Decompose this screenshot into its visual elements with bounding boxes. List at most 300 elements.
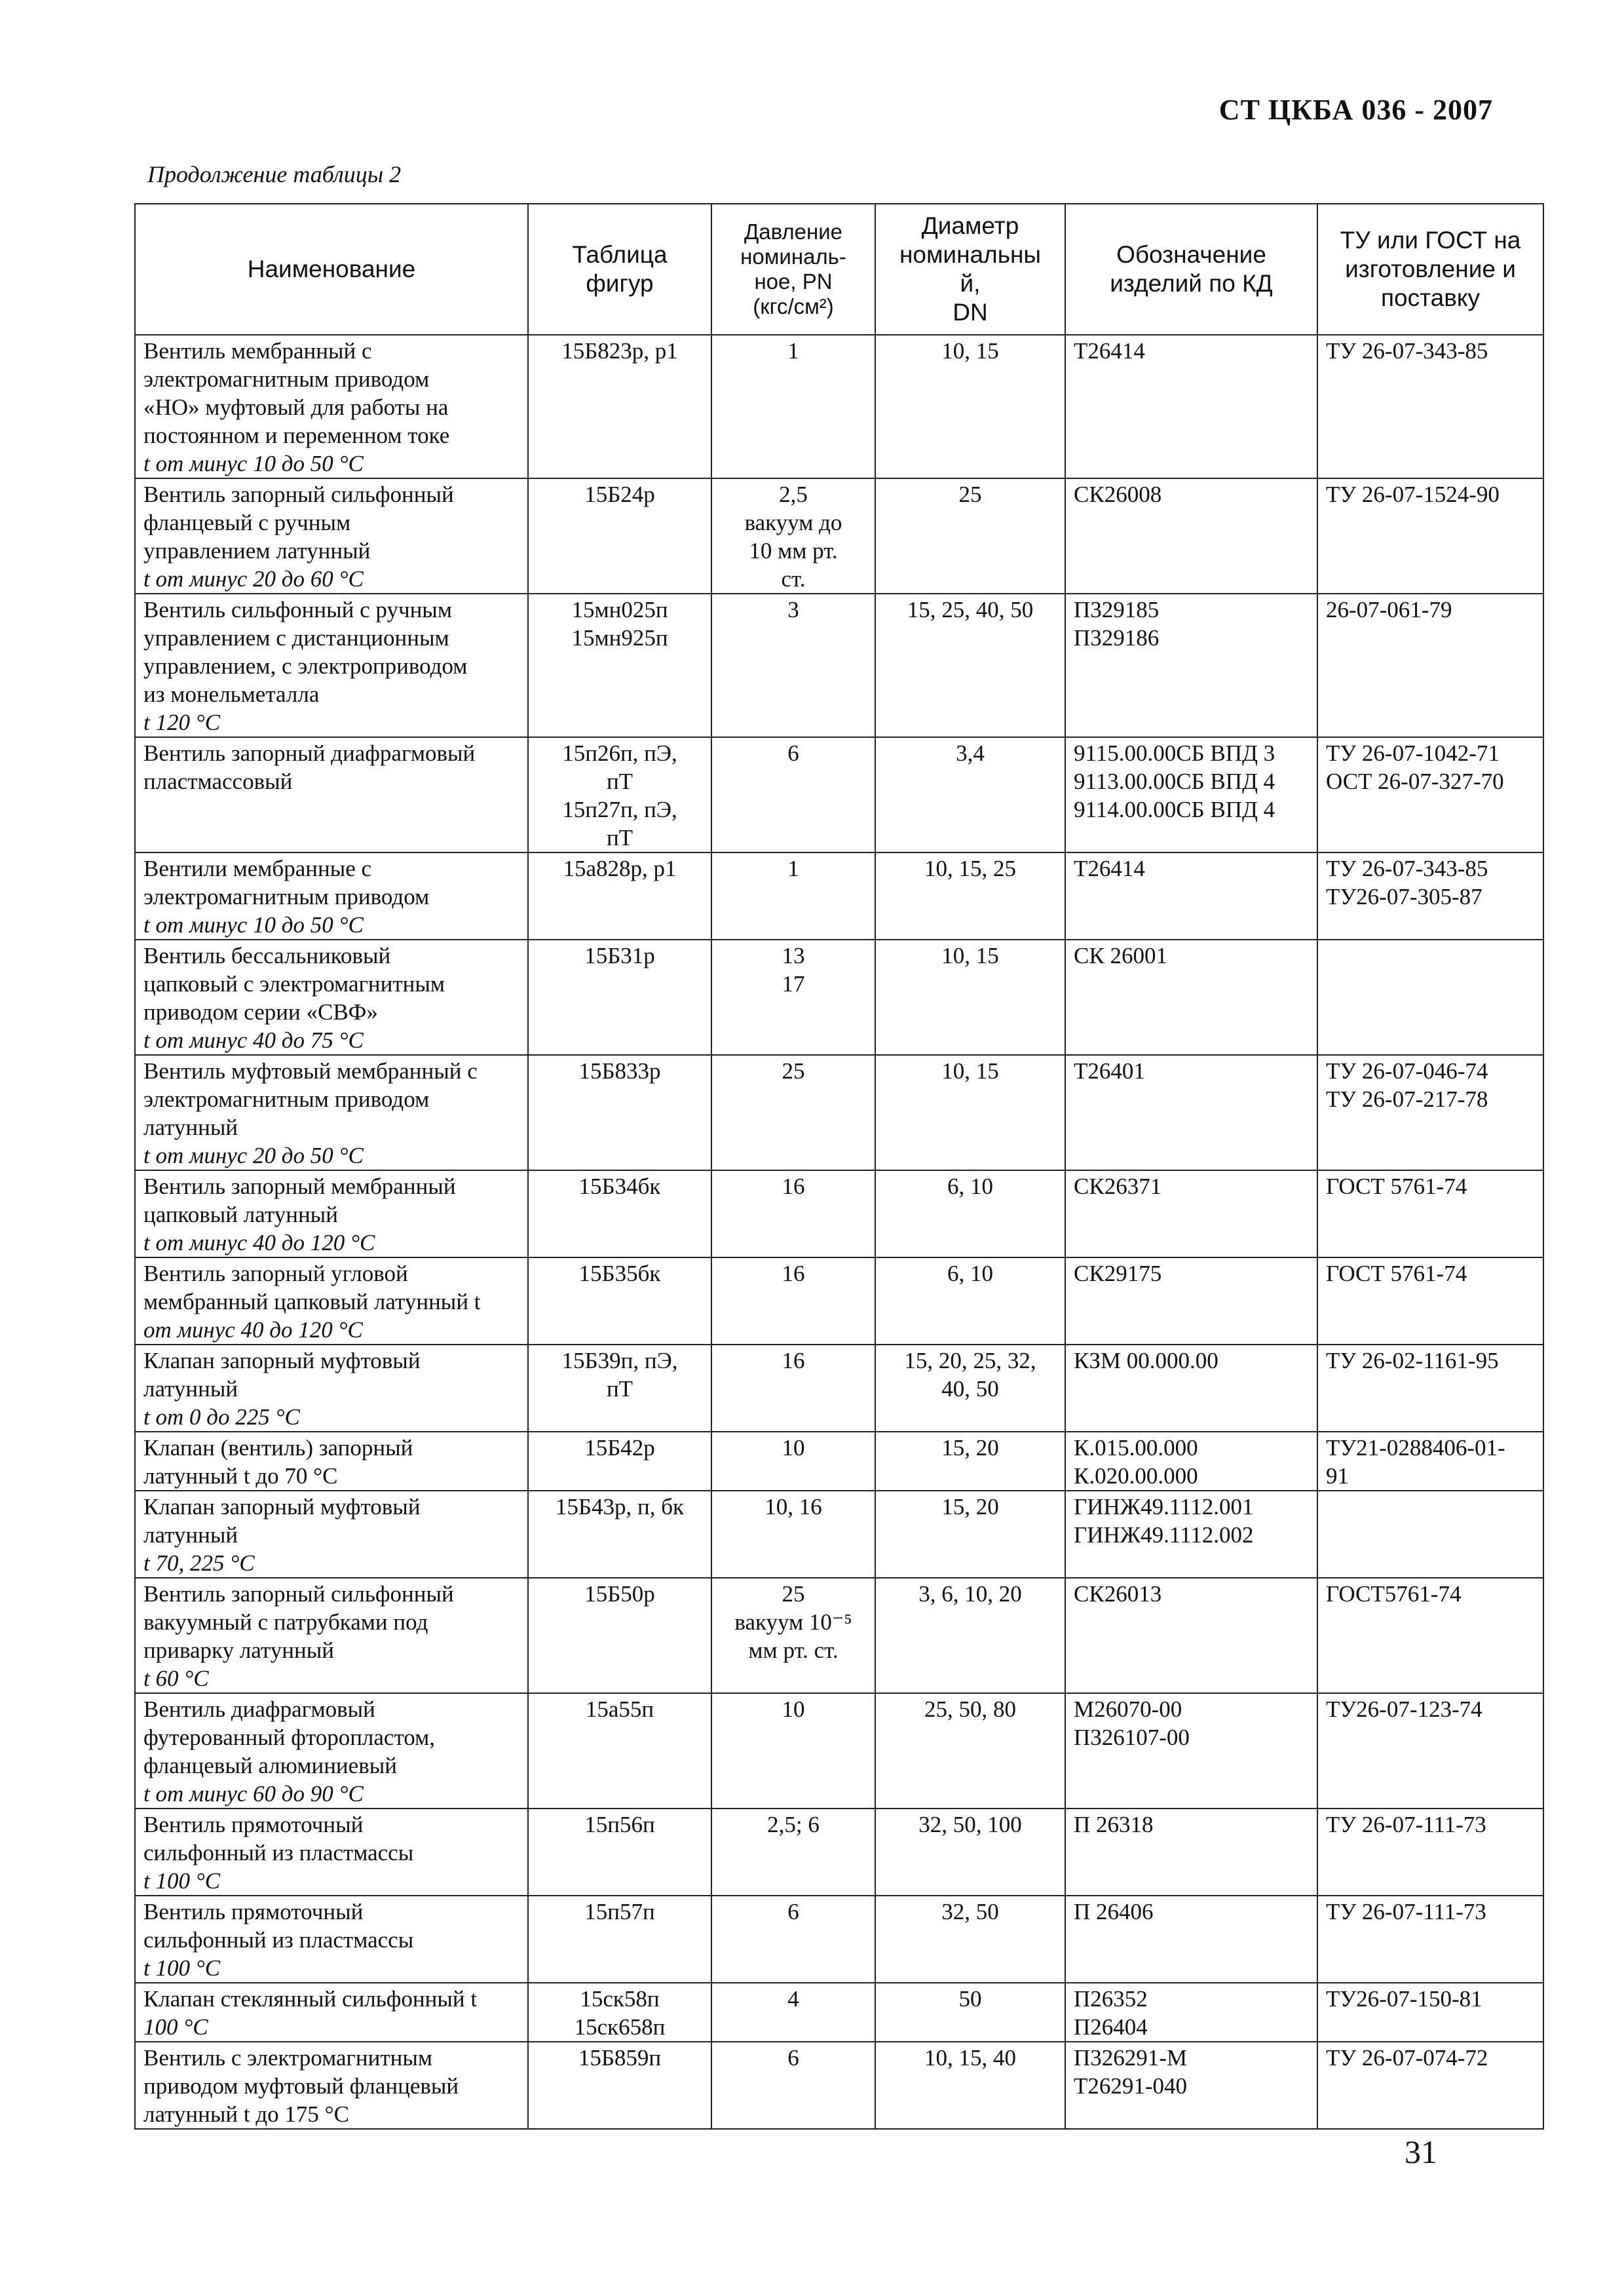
cell-name: [135, 1983, 528, 2042]
cell-standard: [1317, 1808, 1543, 1896]
cell-diameter: [875, 852, 1065, 940]
cell-figure-text: 15п27п, пЭ,: [562, 797, 677, 822]
cell-designation-text: ГИНЖ49.1112.002: [1074, 1522, 1254, 1548]
cell-name: [135, 1808, 528, 1896]
cell-pressure: [711, 1896, 875, 1983]
cell-figure: [528, 1808, 711, 1896]
cell-figure: [528, 335, 711, 478]
cell-name-text: футерованный фторопластом,: [143, 1725, 436, 1750]
cell-name: [135, 1345, 528, 1432]
cell-figure-text: 15ск58п: [580, 1986, 660, 2012]
cell-designation-text: П26352: [1074, 1986, 1148, 2012]
cell-standard-text: ТУ21-0288406-01-: [1326, 1435, 1505, 1461]
cell-standard: [1317, 1345, 1543, 1432]
cell-figure: [528, 478, 711, 594]
cell-standard-text: ТУ 26-07-046-74: [1326, 1058, 1488, 1084]
cell-standard-text: ГОСТ 5761-74: [1326, 1261, 1467, 1286]
cell-pressure: [711, 335, 875, 478]
cell-figure-text: 15Б34бк: [578, 1174, 661, 1199]
cell-name: [135, 1257, 528, 1345]
cell-pressure: [711, 1578, 875, 1693]
cell-name: [135, 2042, 528, 2129]
cell-name-text: сильфонный из пластмассы: [143, 1927, 414, 1953]
cell-name-text: Вентиль запорный диафрагмовый: [143, 740, 476, 766]
cell-diameter: [875, 737, 1065, 852]
cell-diameter-text: 10, 15: [941, 1058, 999, 1084]
cell-standard: [1317, 1170, 1543, 1257]
cell-standard-text: ТУ26-07-305-87: [1326, 884, 1482, 909]
cell-standard-text: ТУ26-07-123-74: [1326, 1696, 1482, 1722]
cell-standard: [1317, 1491, 1543, 1578]
cell-pressure-text: 25: [782, 1058, 805, 1084]
cell-name-text: электромагнитным приводом: [143, 1086, 430, 1112]
cell-name: [135, 1693, 528, 1808]
cell-name-text: цапковый латунный: [143, 1202, 338, 1227]
cell-standard-text: ТУ 26-07-074-72: [1326, 2045, 1488, 2071]
temperature-range: t 60 °С: [143, 1666, 209, 1691]
cell-standard-text: ГОСТ 5761-74: [1326, 1174, 1467, 1199]
cell-designation-text: СК 26001: [1074, 943, 1167, 968]
cell-pressure: [711, 1808, 875, 1896]
cell-designation: [1065, 940, 1317, 1055]
cell-name-text: цапковый с электромагнитным: [143, 971, 445, 997]
cell-name-text: Вентиль прямоточный: [143, 1812, 364, 1837]
cell-designation: [1065, 1693, 1317, 1808]
table-row: [135, 1578, 1543, 1693]
cell-figure-text: 15Б35бк: [578, 1261, 661, 1286]
cell-name-text: Вентиль муфтовый мембранный с: [143, 1058, 478, 1084]
cell-diameter: [875, 1808, 1065, 1896]
cell-diameter-text: 10, 15, 25: [924, 856, 1016, 881]
cell-pressure-text: 10, 16: [765, 1494, 822, 1520]
cell-figure-text: 15Б833р: [578, 1058, 661, 1084]
cell-standard-text: 26-07-061-79: [1326, 597, 1452, 622]
cell-pressure: [711, 852, 875, 940]
cell-figure-text: 15Б43р, п, бк: [555, 1494, 685, 1520]
cell-diameter-text: 10, 15: [941, 943, 999, 968]
cell-figure: [528, 2042, 711, 2129]
cell-diameter-text: 15, 20: [941, 1435, 999, 1461]
cell-diameter: [875, 594, 1065, 737]
cell-name: [135, 1491, 528, 1578]
table-row: [135, 1257, 1543, 1345]
cell-standard: [1317, 1432, 1543, 1491]
cell-pressure-text: вакуум до: [744, 510, 842, 535]
cell-diameter: [875, 1983, 1065, 2042]
cell-name: [135, 478, 528, 594]
cell-pressure: [711, 1432, 875, 1491]
cell-figure: [528, 1170, 711, 1257]
cell-diameter-text: 6, 10: [947, 1174, 993, 1199]
cell-designation-text: КЗМ 00.000.00: [1074, 1348, 1218, 1373]
cell-diameter: [875, 1345, 1065, 1432]
cell-standard: [1317, 1983, 1543, 2042]
cell-standard-text: ГОСТ5761-74: [1326, 1581, 1462, 1607]
cell-standard: [1317, 1257, 1543, 1345]
table-header-row: [135, 204, 1543, 335]
header-pressure: Давление номиналь- ное, PN (кгс/см²): [711, 204, 875, 335]
cell-standard-text: ОСТ 26-07-327-70: [1326, 769, 1504, 794]
cell-name-text: Вентиль запорный сильфонный: [143, 482, 454, 507]
cell-diameter-text: 25: [958, 482, 982, 507]
header-designation: Обозначение изделий по КД: [1065, 204, 1317, 335]
cell-designation-text: СК26008: [1074, 482, 1162, 507]
cell-name-text: Вентиль запорный сильфонный: [143, 1581, 454, 1607]
cell-name-text: управлением латунный: [143, 538, 371, 564]
cell-standard-text: ТУ26-07-150-81: [1326, 1986, 1482, 2012]
cell-pressure-text: 10: [782, 1696, 805, 1722]
cell-figure: [528, 940, 711, 1055]
temperature-range: t от минус 10 до 50 °С: [143, 451, 364, 476]
cell-designation: [1065, 1491, 1317, 1578]
cell-pressure-text: 2,5; 6: [767, 1812, 820, 1837]
cell-designation-text: Т26414: [1074, 338, 1145, 364]
cell-designation-text: СК26371: [1074, 1174, 1162, 1199]
cell-name-text: пластмассовый: [143, 769, 293, 794]
cell-figure-text: 15Б31р: [584, 943, 655, 968]
cell-name-text: «НО» муфтовый для работы на: [143, 394, 449, 420]
cell-diameter-text: 15, 20, 25, 32,: [904, 1348, 1036, 1373]
cell-name-text: Клапан (вентиль) запорный: [143, 1435, 413, 1461]
cell-diameter-text: 50: [958, 1986, 982, 2012]
cell-diameter: [875, 335, 1065, 478]
table-row: [135, 940, 1543, 1055]
temperature-range: t 100 °С: [143, 1868, 221, 1894]
table-row: [135, 2042, 1543, 2129]
cell-name-text: Вентиль запорный мембранный: [143, 1174, 456, 1199]
cell-figure: [528, 852, 711, 940]
cell-pressure: [711, 940, 875, 1055]
cell-pressure-text: 6: [787, 2045, 799, 2071]
header-figures: Таблица фигур: [528, 204, 711, 335]
cell-designation-text: 9113.00.00СБ ВПД 4: [1074, 769, 1275, 794]
cell-pressure-text: 16: [782, 1261, 805, 1286]
table-row: [135, 1345, 1543, 1432]
cell-designation-text: П26404: [1074, 2014, 1148, 2040]
cell-pressure-text: 16: [782, 1348, 805, 1373]
table-row: [135, 1983, 1543, 2042]
cell-figure-text: 15Б50р: [584, 1581, 655, 1607]
cell-standard: [1317, 940, 1543, 1055]
table-row: [135, 335, 1543, 478]
cell-name-text: постоянном и переменном токе: [143, 423, 450, 448]
cell-diameter-text: 25, 50, 80: [924, 1696, 1016, 1722]
cell-figure: [528, 1578, 711, 1693]
table-row: [135, 1693, 1543, 1808]
cell-standard: [1317, 1578, 1543, 1693]
cell-diameter-text: 6, 10: [947, 1261, 993, 1286]
cell-pressure: [711, 1257, 875, 1345]
cell-standard: [1317, 1896, 1543, 1983]
cell-diameter: [875, 1693, 1065, 1808]
cell-diameter: [875, 940, 1065, 1055]
cell-designation-text: ГИНЖ49.1112.001: [1074, 1494, 1254, 1520]
cell-figure-text: 15Б39п, пЭ,: [561, 1348, 678, 1373]
cell-standard-text: ТУ 26-07-1042-71: [1326, 740, 1500, 766]
cell-diameter: [875, 1491, 1065, 1578]
cell-designation: [1065, 2042, 1317, 2129]
cell-name-text: мембранный цапковый латунный t: [143, 1289, 481, 1314]
cell-pressure-text: 6: [787, 740, 799, 766]
cell-designation: [1065, 1170, 1317, 1257]
table-row: [135, 852, 1543, 940]
cell-name-text: Вентиль с электромагнитным: [143, 2045, 433, 2071]
cell-figure-text: 15Б823р, р1: [561, 338, 678, 364]
cell-name-text: Вентиль сильфонный с ручным: [143, 597, 452, 622]
cell-name: [135, 1896, 528, 1983]
cell-designation-text: Т26401: [1074, 1058, 1145, 1084]
cell-diameter: [875, 1170, 1065, 1257]
cell-name: [135, 852, 528, 940]
cell-name-text: Клапан запорный муфтовый: [143, 1348, 421, 1373]
cell-designation: [1065, 1257, 1317, 1345]
cell-designation-text: П329186: [1074, 625, 1160, 651]
temperature-range: t от минус 20 до 50 °С: [143, 1143, 364, 1168]
cell-standard: [1317, 2042, 1543, 2129]
cell-figure: [528, 1491, 711, 1578]
cell-designation-text: П 26406: [1074, 1899, 1154, 1924]
cell-figure: [528, 594, 711, 737]
cell-pressure-text: 4: [787, 1986, 799, 2012]
cell-pressure: [711, 1170, 875, 1257]
cell-name-text: латунный: [143, 1376, 238, 1402]
table-row: [135, 1808, 1543, 1896]
cell-figure: [528, 1983, 711, 2042]
cell-designation-text: П326291-М: [1074, 2045, 1188, 2071]
table-body: [135, 335, 1543, 2129]
cell-pressure-text: вакуум 10⁻⁵: [734, 1609, 852, 1635]
cell-designation: [1065, 1808, 1317, 1896]
table-row: [135, 1432, 1543, 1491]
cell-diameter: [875, 1432, 1065, 1491]
cell-name-text: Вентиль мембранный с: [143, 338, 372, 364]
cell-designation-text: М26070-00: [1074, 1696, 1182, 1722]
cell-designation: [1065, 1055, 1317, 1170]
cell-name-text: электромагнитным приводом: [143, 884, 430, 909]
cell-designation-text: 9115.00.00СБ ВПД 3: [1074, 740, 1275, 766]
temperature-range: t от минус 10 до 50 °С: [143, 912, 364, 938]
cell-standard-text: ТУ 26-02-1161-95: [1326, 1348, 1499, 1373]
cell-name-text: Клапан стеклянный сильфонный t: [143, 1986, 478, 2012]
cell-diameter: [875, 1055, 1065, 1170]
cell-pressure: [711, 1345, 875, 1432]
cell-figure: [528, 1257, 711, 1345]
cell-pressure-text: 6: [787, 1899, 799, 1924]
cell-figure: [528, 1432, 711, 1491]
cell-standard: [1317, 594, 1543, 737]
cell-name: [135, 1055, 528, 1170]
cell-figure-text: 15Б42р: [584, 1435, 655, 1461]
cell-pressure: [711, 1983, 875, 2042]
cell-name-text: Вентиль запорный угловой: [143, 1261, 408, 1286]
temperature-range: t от минус 40 до 75 °С: [143, 1027, 364, 1053]
table-row: [135, 594, 1543, 737]
cell-designation-text: К.015.00.000: [1074, 1435, 1198, 1461]
cell-diameter-text: 32, 50, 100: [918, 1812, 1022, 1837]
temperature-range: t 120 °С: [143, 710, 221, 735]
cell-diameter: [875, 1257, 1065, 1345]
cell-standard-text: ТУ 26-07-343-85: [1326, 338, 1488, 364]
valves-table: [134, 203, 1544, 2130]
cell-standard-text: ТУ 26-07-1524-90: [1326, 482, 1500, 507]
cell-figure-text: 15а828р, р1: [563, 856, 677, 881]
cell-name-text: фланцевый с ручным: [143, 510, 351, 535]
cell-figure-text: 15мн925п: [571, 625, 668, 651]
cell-designation-text: П329185: [1074, 597, 1160, 622]
cell-designation: [1065, 737, 1317, 852]
temperature-range: t от минус 60 до 90 °С: [143, 1781, 364, 1807]
cell-figure-text: 15ск658п: [574, 2014, 666, 2040]
cell-pressure-text: 10 мм рт.: [749, 538, 838, 564]
cell-figure: [528, 737, 711, 852]
cell-figure: [528, 1345, 711, 1432]
cell-pressure-text: 16: [782, 1174, 805, 1199]
cell-standard-text: ТУ 26-07-111-73: [1326, 1899, 1486, 1924]
cell-name-text: Вентиль прямоточный: [143, 1899, 364, 1924]
cell-name: [135, 1170, 528, 1257]
cell-designation-text: П 26318: [1074, 1812, 1154, 1837]
cell-name-text: фланцевый алюминиевый: [143, 1753, 397, 1778]
cell-pressure-text: 2,5: [779, 482, 808, 507]
header-standard: ТУ или ГОСТ на изготовление и поставку: [1317, 204, 1543, 335]
cell-designation: [1065, 335, 1317, 478]
cell-name-text: сильфонный из пластмассы: [143, 1840, 414, 1866]
cell-name: [135, 940, 528, 1055]
cell-diameter-text: 32, 50: [941, 1899, 999, 1924]
cell-name-text: Вентили мембранные с: [143, 856, 372, 881]
cell-standard-text: 91: [1326, 1463, 1349, 1489]
cell-name-text: вакуумный с патрубками под: [143, 1609, 428, 1635]
cell-standard-text: ТУ 26-07-111-73: [1326, 1812, 1486, 1837]
cell-designation: [1065, 594, 1317, 737]
cell-name-text: латунный: [143, 1115, 238, 1140]
cell-pressure: [711, 2042, 875, 2129]
cell-figure: [528, 1896, 711, 1983]
cell-standard: [1317, 852, 1543, 940]
cell-designation: [1065, 1983, 1317, 2042]
cell-figure-text: 15п57п: [584, 1899, 655, 1924]
cell-pressure: [711, 1055, 875, 1170]
cell-diameter-text: 10, 15, 40: [924, 2045, 1016, 2071]
temperature-range: t от минус 40 до 120 °С: [143, 1230, 375, 1255]
cell-pressure-text: 10: [782, 1435, 805, 1461]
cell-name-text: Вентиль диафрагмовый: [143, 1696, 375, 1722]
cell-designation-text: 9114.00.00СБ ВПД 4: [1074, 797, 1275, 822]
cell-name: [135, 1432, 528, 1491]
cell-designation: [1065, 1896, 1317, 1983]
cell-pressure-text: 13: [782, 943, 805, 968]
cell-name-text: латунный t до 70 °С: [143, 1463, 338, 1489]
cell-designation-text: Т26291-040: [1074, 2073, 1188, 2099]
cell-diameter: [875, 1896, 1065, 1983]
cell-diameter-text: 15, 20: [941, 1494, 999, 1520]
cell-standard: [1317, 335, 1543, 478]
cell-figure: [528, 1693, 711, 1808]
cell-name-text: Вентиль бессальниковый: [143, 943, 391, 968]
cell-diameter: [875, 1578, 1065, 1693]
cell-diameter-text: 40, 50: [941, 1376, 999, 1402]
cell-name-text: латунный: [143, 1522, 238, 1548]
cell-pressure-text: 17: [782, 971, 805, 997]
cell-name-text: Клапан запорный муфтовый: [143, 1494, 421, 1520]
table-row: [135, 1491, 1543, 1578]
cell-designation: [1065, 478, 1317, 594]
cell-pressure-text: 25: [782, 1581, 805, 1607]
cell-figure-text: 15Б859п: [578, 2045, 662, 2071]
cell-designation: [1065, 1578, 1317, 1693]
cell-designation: [1065, 1432, 1317, 1491]
cell-standard-text: ТУ 26-07-343-85: [1326, 856, 1488, 881]
cell-diameter: [875, 478, 1065, 594]
cell-figure-text: 15п56п: [584, 1812, 655, 1837]
cell-standard-text: ТУ 26-07-217-78: [1326, 1086, 1488, 1112]
cell-designation: [1065, 852, 1317, 940]
cell-diameter-text: 3, 6, 10, 20: [918, 1581, 1022, 1607]
temperature-range: t от минус 20 до 60 °С: [143, 566, 364, 592]
cell-diameter-text: 3,4: [956, 740, 985, 766]
cell-pressure-text: 3: [787, 597, 799, 622]
page-number: 31: [1405, 2133, 1437, 2170]
table-row: [135, 1055, 1543, 1170]
cell-pressure-text: ст.: [781, 566, 806, 592]
cell-designation-text: СК29175: [1074, 1261, 1162, 1286]
header-name: Наименование: [135, 204, 528, 335]
cell-name-text: приварку латунный: [143, 1637, 334, 1663]
cell-pressure: [711, 737, 875, 852]
cell-diameter-text: 15, 25, 40, 50: [907, 597, 1034, 622]
cell-figure-text: пТ: [606, 769, 633, 794]
cell-name-text: приводом серии «СВФ»: [143, 999, 378, 1025]
document-code: СТ ЦКБА 036 - 2007: [1218, 94, 1493, 126]
temperature-range: 100 °С: [143, 2014, 208, 2040]
cell-pressure-text: 1: [787, 856, 799, 881]
cell-figure-text: 15а55п: [585, 1696, 654, 1722]
cell-figure-text: пТ: [606, 825, 633, 851]
cell-figure-text: 15п26п, пЭ,: [562, 740, 677, 766]
cell-name-text: управлением с дистанционным: [143, 625, 449, 651]
cell-name: [135, 594, 528, 737]
cell-name-text: приводом муфтовый фланцевый: [143, 2073, 459, 2099]
cell-pressure-text: 1: [787, 338, 799, 364]
cell-figure-text: пТ: [606, 1376, 633, 1402]
cell-pressure: [711, 1693, 875, 1808]
cell-pressure-text: мм рт. ст.: [748, 1637, 839, 1663]
cell-standard: [1317, 1693, 1543, 1808]
cell-name-text: управлением, с электроприводом: [143, 653, 468, 679]
cell-pressure: [711, 594, 875, 737]
cell-pressure: [711, 478, 875, 594]
cell-diameter: [875, 2042, 1065, 2129]
cell-figure: [528, 1055, 711, 1170]
cell-designation-text: Т26414: [1074, 856, 1145, 881]
cell-name: [135, 335, 528, 478]
cell-standard: [1317, 737, 1543, 852]
cell-name: [135, 737, 528, 852]
table-row: [135, 478, 1543, 594]
table-continuation-caption: Продолжение таблицы 2: [147, 161, 402, 187]
cell-standard: [1317, 478, 1543, 594]
cell-designation: [1065, 1345, 1317, 1432]
table-row: [135, 1170, 1543, 1257]
cell-name-text: из монельметалла: [143, 681, 320, 707]
cell-name: [135, 1578, 528, 1693]
cell-figure-text: 15Б24р: [584, 482, 655, 507]
temperature-range: t 100 °С: [143, 1955, 221, 1981]
cell-pressure: [711, 1491, 875, 1578]
cell-designation-text: П326107-00: [1074, 1725, 1190, 1750]
cell-standard: [1317, 1055, 1543, 1170]
table-row: [135, 1896, 1543, 1983]
